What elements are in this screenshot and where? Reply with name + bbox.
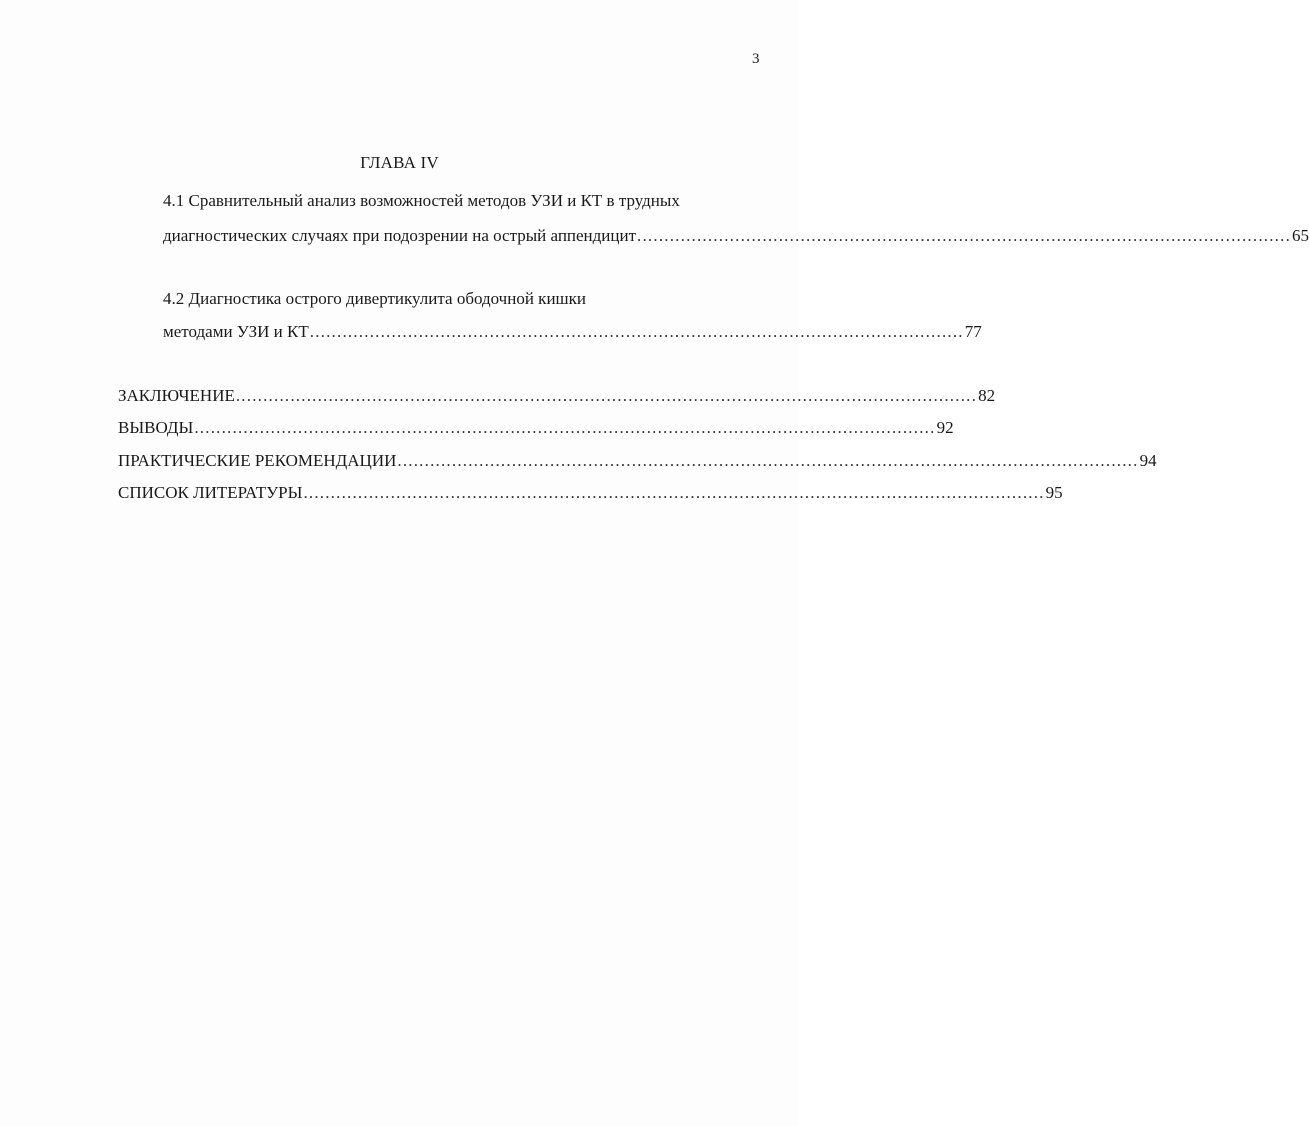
section-4-2-line2: методами УЗИ и КТ (163, 322, 309, 341)
toc-page: 95 (1045, 483, 1063, 502)
toc-entry-references[interactable] (118, 483, 1063, 503)
toc-entry-section-4-1[interactable] (163, 226, 1309, 246)
toc-page: 92 (936, 418, 954, 437)
toc-label: СПИСОК ЛИТЕРАТУРЫ (118, 483, 303, 502)
section-4-2-line1: 4.2 Диагностика острого дивертикулита ободочной кишки (163, 289, 586, 308)
leader-dots: ........................................................................................................................................ (397, 451, 1139, 470)
leader-dots: ........................................................................................................................................ (303, 483, 1045, 502)
toc-entry-recommendations[interactable] (118, 451, 1157, 471)
toc-entry-conclusion[interactable] (118, 386, 996, 406)
section-4-1-page: 65 (1292, 226, 1309, 245)
section-4-2-page: 77 (964, 322, 982, 341)
toc-page: 82 (978, 386, 996, 405)
toc-label: ПРАКТИЧЕСКИЕ РЕКОМЕНДАЦИИ (118, 451, 397, 470)
section-4-1-line1: 4.1 Сравнительный анализ возможностей методов УЗИ и КТ в трудных (163, 191, 680, 210)
leader-dots: ........................................................................................................................................ (194, 418, 936, 437)
chapter-title: ГЛАВА IV (360, 153, 439, 172)
section-4-1-line2: диагностических случаях при подозрении на острый аппендицит (163, 226, 637, 245)
leader-dots: ........................................................................................................................ (637, 226, 1292, 245)
toc-entry-conclusions[interactable] (118, 418, 954, 438)
page-number: 3 (752, 51, 760, 67)
toc-label: ЗАКЛЮЧЕНИЕ (118, 386, 235, 405)
leader-dots: ........................................................................................................................................ (235, 386, 978, 405)
toc-page: 94 (1139, 451, 1157, 470)
toc-entry-section-4-2[interactable] (163, 322, 982, 342)
toc-label: ВЫВОДЫ (118, 418, 194, 437)
leader-dots: ........................................................................................................................ (309, 322, 964, 341)
